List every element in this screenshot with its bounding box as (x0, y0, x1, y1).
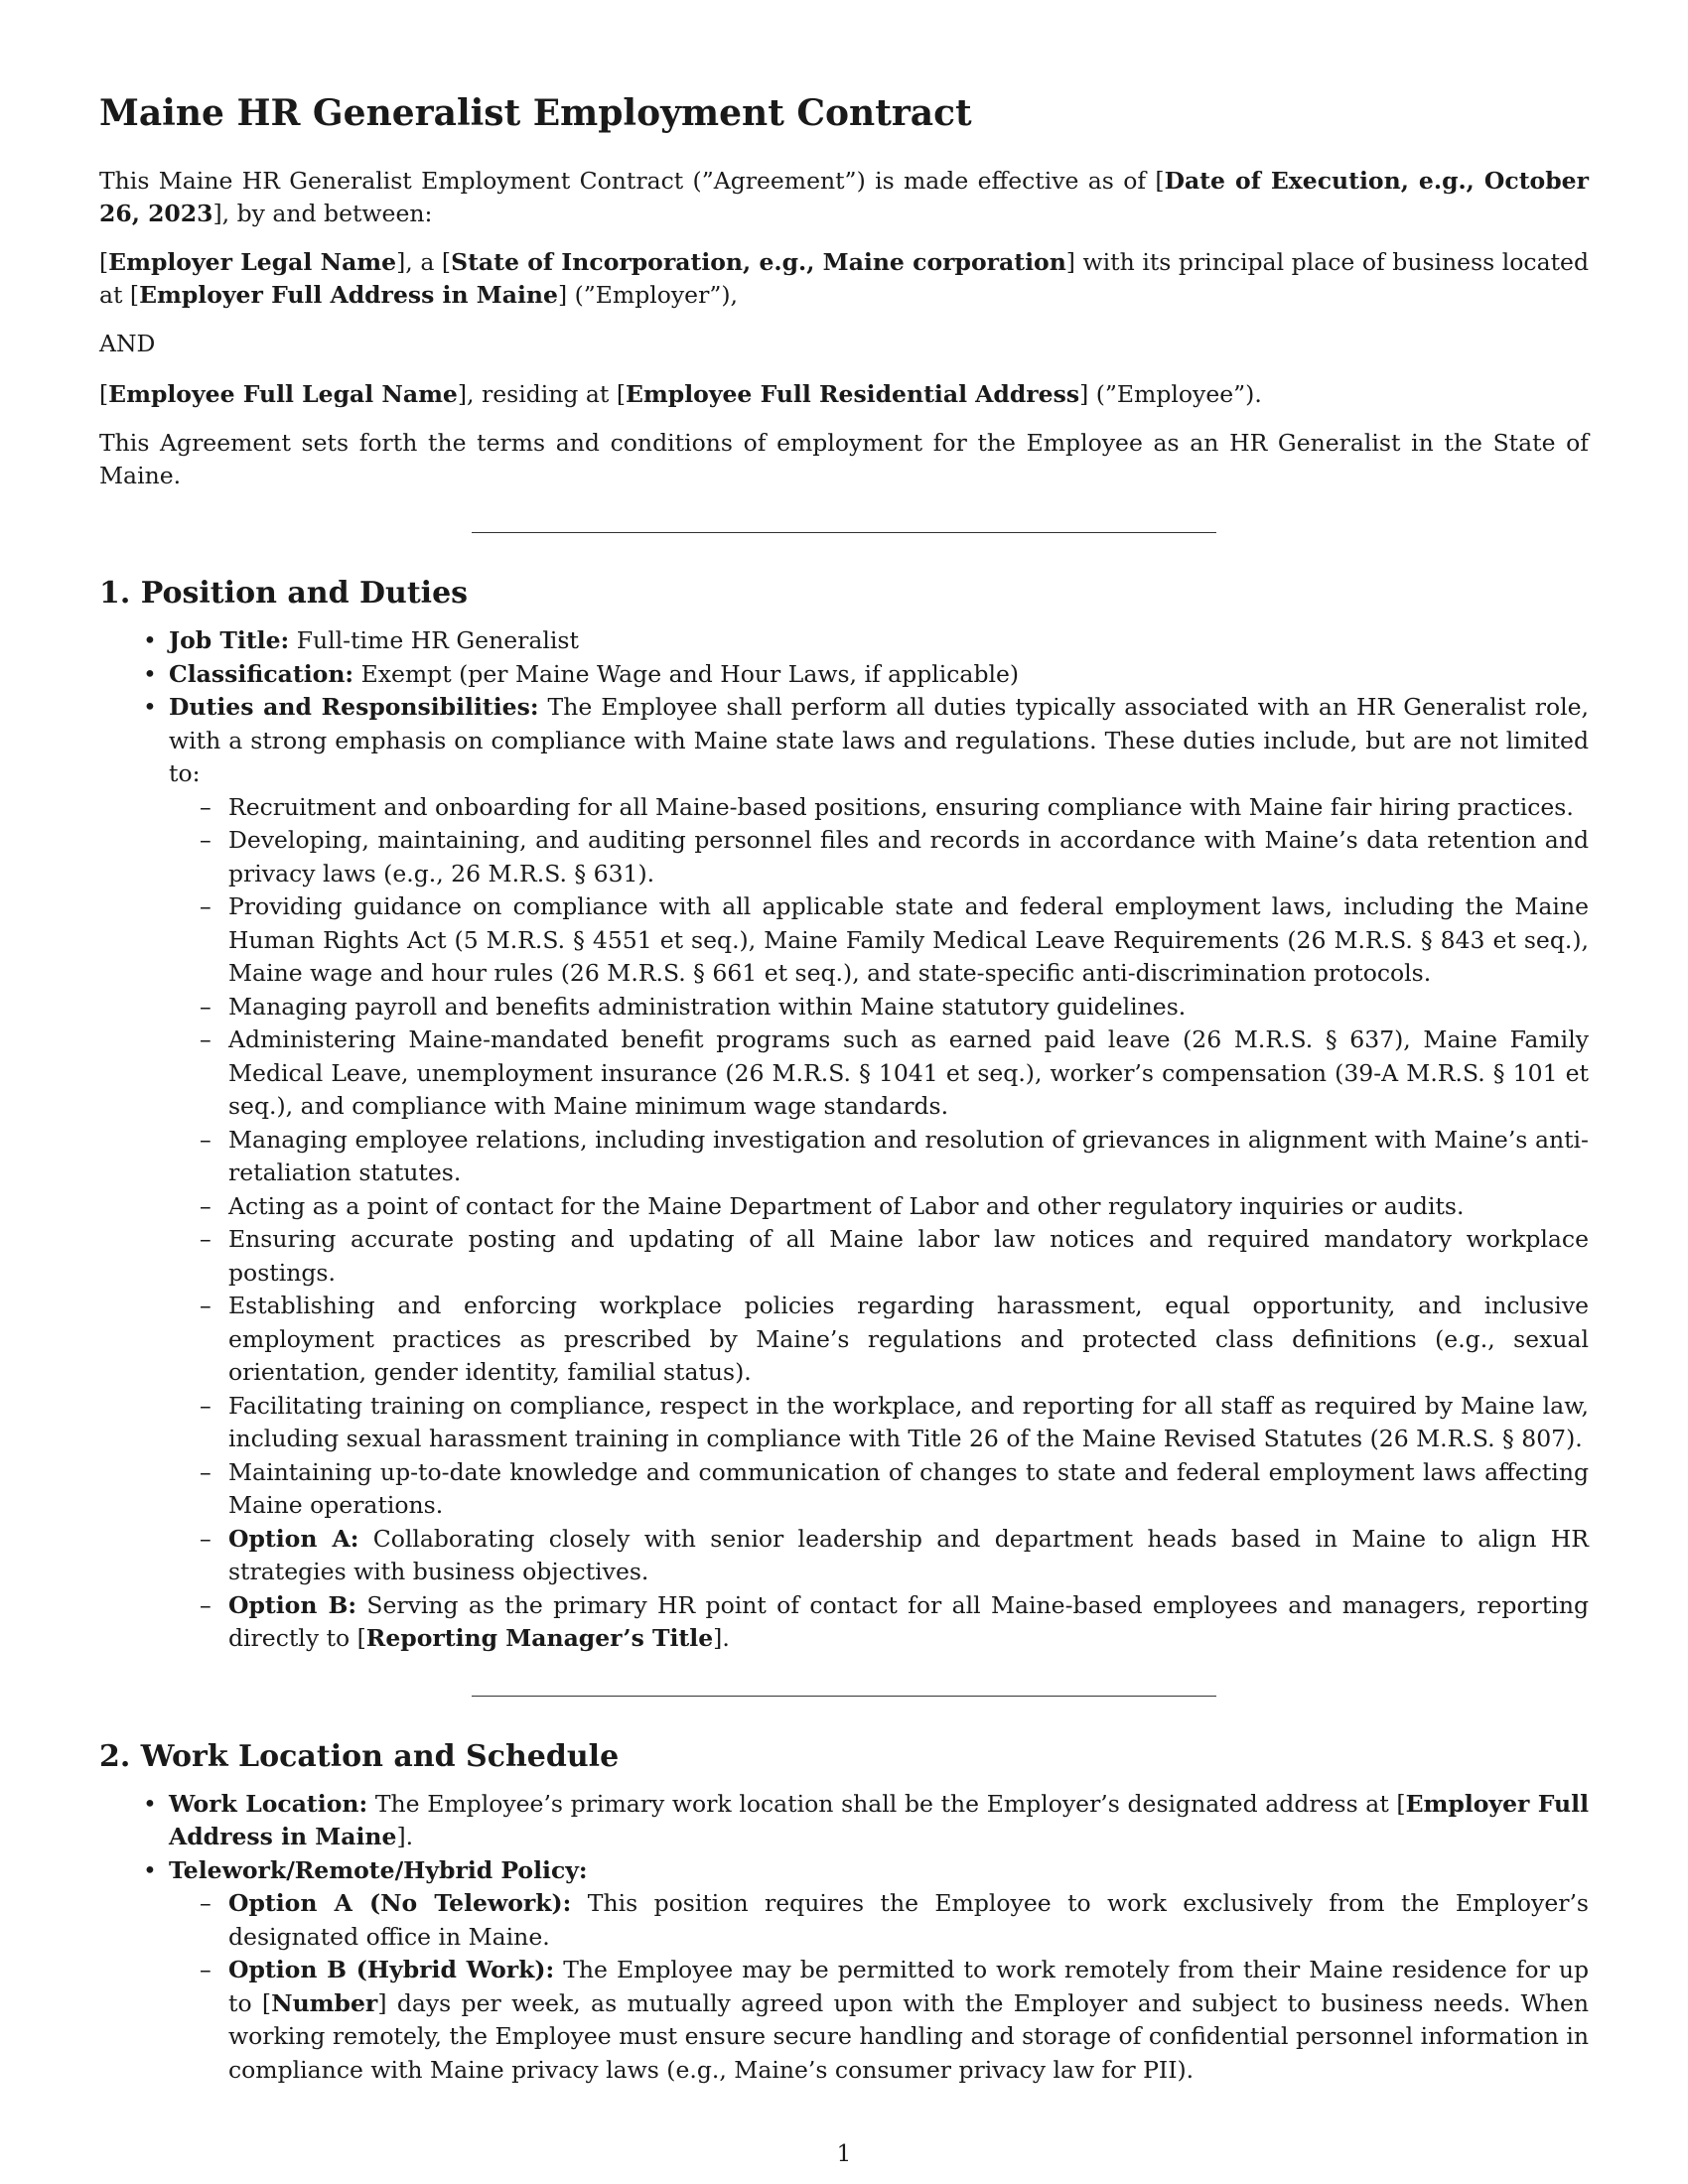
duties-sublist (169, 791, 1589, 1656)
telework-option-a: – Option A (No Telework): This position requires the Employee to work exclusively from the Employer’s designated office in Maine. (169, 1887, 1589, 1954)
telework-options-sublist (169, 1887, 1589, 2087)
duty-option-a: – Option A: Collaborating closely with senior leadership and department heads based in Maine to align HR strategies with business objectives. (169, 1523, 1589, 1589)
section-2-list (99, 1788, 1589, 2088)
incorporation-placeholder: State of Incorporation, e.g., Maine corporation (451, 248, 1066, 276)
document-title: Maine HR Generalist Employment Contract (99, 92, 972, 134)
duty-item: – Ensuring accurate posting and updating of all Maine labor law notices and required mandatory workplace postings. (169, 1223, 1589, 1290)
employee-name-placeholder: Employee Full Legal Name (108, 380, 458, 408)
telework-policy-item: • Telework/Remote/Hybrid Policy: – Option A (No Telework): This position requires the Employee to work exclusively from the Employer’s designated office in Maine. – Option B (Hybrid Work): The Employee may be permitted to work remotely from their Maine residence for up to [Number] days per week, as mutually agreed upon with the Employer and subject to business needs. When working remotely, the Employee must ensure secure handling and storage of confidential personnel information in compliance with Maine privacy laws (e.g., Maine’s consumer privacy law for PII). (99, 1854, 1589, 2088)
employee-address-placeholder: Employee Full Residential Address (626, 380, 1080, 408)
duty-item: – Managing employee relations, including investigation and resolution of grievances in alignment with Maine’s anti-retaliation statutes. (169, 1124, 1589, 1190)
classification-item: • Classification: Exempt (per Maine Wage and Hour Laws, if applicable) (99, 658, 1589, 692)
duty-option-b: – Option B: Serving as the primary HR point of contact for all Maine-based employees and managers, reporting directly to [Reporting Manager’s Title]. (169, 1589, 1589, 1656)
duty-item: – Facilitating training on compliance, respect in the workplace, and reporting for all staff as required by Maine law, including sexual harassment training in compliance with Title 26 of the Maine Revised Statutes (26 M.R.S. § 807). (169, 1390, 1589, 1456)
days-number-placeholder: Number (271, 1988, 378, 2017)
intro-paragraph-employer: [Employer Legal Name], a [State of Incorporation, e.g., Maine corporation] with its principal place of business located at [Employer Full Address in Maine] (”Employer”), (99, 248, 1589, 309)
duty-item: – Establishing and enforcing workplace policies regarding harassment, equal opportunity, and inclusive employment practices as prescribed by Maine’s regulations and protected class definitions (e.g., sexual orientation, gender identity, familial status). (169, 1290, 1589, 1390)
section-2-heading: 2. Work Location and Schedule (99, 1738, 620, 1774)
duty-item: – Managing payroll and benefits administration within Maine statutory guidelines. (169, 991, 1589, 1024)
section-1-heading: 1. Position and Duties (99, 576, 469, 611)
date-placeholder: Date of Execution, e.g., October 26, 2023 (99, 167, 1589, 227)
duty-item: – Administering Maine-mandated benefit programs such as earned paid leave (26 M.R.S. § 637), Maine Family Medical Leave, unemployment insurance (26 M.R.S. § 1041 et seq.), worker’s compensation (39-A M.R.S. § 101 et seq.), and compliance with Maine minimum wage standards. (169, 1024, 1589, 1124)
telework-option-b: – Option B (Hybrid Work): The Employee may be permitted to work remotely from their Maine residence for up to [Number] days per week, as mutually agreed upon with the Employer and subject to business needs. When working remotely, the Employee must ensure secure handling and storage of confidential personnel information in compliance with Maine privacy laws (e.g., Maine’s consumer privacy law for PII). (169, 1954, 1589, 2087)
page-number: 1 (836, 2141, 852, 2167)
and-separator: AND (99, 330, 156, 357)
work-address-placeholder: Employer Full Address in Maine (169, 1789, 1589, 1850)
employer-name-placeholder: Employer Legal Name (108, 248, 397, 276)
horizontal-rule (472, 1696, 1216, 1697)
section-1-list (99, 624, 1589, 1656)
work-location-item: • Work Location: The Employee’s primary work location shall be the Employer’s designated address at [Employer Full Address in Maine]. (99, 1788, 1589, 1854)
reporting-manager-placeholder: Reporting Manager’s Title (365, 1624, 714, 1652)
employer-address-placeholder: Employer Full Address in Maine (139, 281, 558, 309)
intro-paragraph-effective-date: This Maine HR Generalist Employment Contract (”Agreement”) is made effective as of [Date of Execution, e.g., October 26, 2023], by and between: (99, 167, 1589, 227)
duties-item: • Duties and Responsibilities: The Employee shall perform all duties typically associated with an HR Generalist role, with a strong emphasis on compliance with Maine state laws and regulations. These duties include, but are not limited to: – Recruitment and onboarding for all Maine-based positions, ensuring compliance with Maine fair hiring practices. – Developing, maintaining, and auditing personnel files and records in accordance with Maine’s data retention and privacy laws (e.g., 26 M.R.S. § 631). – Providing guidance on compliance with all applicable state and federal employment laws, including the Maine Human Rights Act (5 M.R.S. § 4551 et seq.), Maine Family Medical Leave Requirements (26 M.R.S. § 843 et seq.), Maine wage and hour rules (26 M.R.S. § 661 et seq.), and state-specific anti-discrimination protocols. – Managing payroll and benefits administration within Maine statutory guidelines. – Administering Maine-mandated benefit programs such as earned paid leave (26 M.R.S. § 637), Maine Family Medical Leave, unemployment insurance (26 M.R.S. § 1041 et seq.), worker’s compensation (39-A M.R.S. § 101 et seq.), and compliance with Maine minimum wage standards. – Managing employee relations, including investigation and resolution of grievances in alignment with Maine’s anti-retaliation statutes. – Acting as a point of contact for the Maine Department of Labor and other regulatory inquiries or audits. – Ensuring accurate posting and updating of all Maine labor law notices and required mandatory workplace postings. – Establishing and enforcing workplace policies regarding harassment, equal opportunity, and inclusive employment practices as prescribed by Maine’s regulations and protected class definitions (e.g., sexual orientation, gender identity, familial status). – Facilitating training on compliance, respect in the workplace, and reporting for all staff as required by Maine law, including sexual harassment training in compliance with Title 26 of the Maine Revised Statutes (26 M.R.S. § 807). – Maintaining up-to-date knowledge and communication of changes to state and federal employment laws affecting Maine operations. – Option A: Collaborating closely with senior leadership and department heads based in Maine to align HR strategies with business objectives. – Option B: Serving as the primary HR point of contact for all Maine-based employees and managers, reporting directly to [Reporting Manager’s Title]. (99, 691, 1589, 1656)
job-title-item: • Job Title: Full-time HR Generalist (99, 624, 1589, 658)
duty-item: – Developing, maintaining, and auditing personnel files and records in accordance with Maine’s data retention and privacy laws (e.g., 26 M.R.S. § 631). (169, 824, 1589, 890)
duty-item: – Recruitment and onboarding for all Maine-based positions, ensuring compliance with Maine fair hiring practices. (169, 791, 1589, 825)
intro-paragraph-employee: [Employee Full Legal Name], residing at [Employee Full Residential Address] (”Employee”). (99, 380, 1262, 408)
duty-item: – Providing guidance on compliance with all applicable state and federal employment laws, including the Maine Human Rights Act (5 M.R.S. § 4551 et seq.), Maine Family Medical Leave Requirements (26 M.R.S. § 843 et seq.), Maine wage and hour rules (26 M.R.S. § 661 et seq.), and state-specific anti-discrimination protocols. (169, 890, 1589, 991)
duty-item: – Maintaining up-to-date knowledge and communication of changes to state and federal employment laws affecting Maine operations. (169, 1456, 1589, 1523)
horizontal-rule (472, 532, 1216, 533)
duty-item: – Acting as a point of contact for the Maine Department of Labor and other regulatory inquiries or audits. (169, 1190, 1589, 1224)
document-content (99, 91, 1589, 2087)
intro-paragraph-purpose: This Agreement sets forth the terms and conditions of employment for the Employee as an HR Generalist in the State of Maine. (99, 429, 1589, 489)
